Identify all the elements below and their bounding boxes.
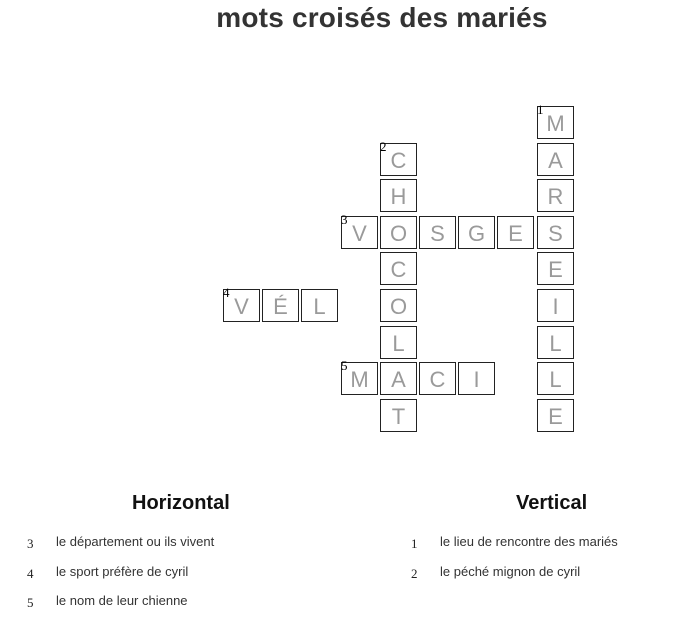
clue-text: le département ou ils vivent xyxy=(56,534,215,549)
crossword-cell[interactable] xyxy=(380,139,417,176)
cell-letter: O xyxy=(389,294,408,319)
crossword-cell[interactable] xyxy=(537,102,574,139)
clue-text: le sport préfère de cyril xyxy=(56,564,189,579)
cell-letter: G xyxy=(467,221,486,246)
cell-letter: I xyxy=(473,367,480,392)
crossword-cell[interactable] xyxy=(537,252,574,285)
cell-letter: É xyxy=(273,294,288,319)
cell-letter: L xyxy=(392,331,405,356)
crossword-cell[interactable] xyxy=(537,399,574,432)
crossword-cell[interactable] xyxy=(537,326,574,359)
cell-letter: V xyxy=(352,221,367,246)
cell-letter: A xyxy=(391,367,406,392)
crossword-cell[interactable] xyxy=(262,289,299,322)
cell-letter: V xyxy=(234,294,249,319)
cell-letter: I xyxy=(552,294,559,319)
vertical-clues-heading: Vertical xyxy=(516,492,588,514)
cell-letter: O xyxy=(389,221,408,246)
crossword-cell[interactable] xyxy=(419,362,456,395)
cell-letter: E xyxy=(548,257,563,282)
crossword-cell[interactable] xyxy=(537,143,574,176)
clue-text: le lieu de rencontre des mariés xyxy=(440,534,618,549)
crossword-cell[interactable] xyxy=(419,216,456,249)
cell-letter: A xyxy=(548,148,563,173)
clue-text: le nom de leur chienne xyxy=(56,593,188,608)
crossword-cell[interactable] xyxy=(380,179,417,212)
crossword-cell[interactable] xyxy=(380,362,417,395)
cell-clue-number: 2 xyxy=(380,139,387,154)
clue-number: 2 xyxy=(411,566,418,581)
crossword-cell[interactable] xyxy=(380,399,417,432)
cell-clue-number: 5 xyxy=(341,358,348,373)
crossword-cell[interactable] xyxy=(341,212,378,249)
crossword-cell[interactable] xyxy=(380,252,417,285)
page-title: mots croisés des mariés xyxy=(216,2,548,33)
crossword-cell[interactable] xyxy=(458,362,495,395)
cell-letter: S xyxy=(548,221,563,246)
clue-number: 3 xyxy=(27,536,34,551)
cell-letter: R xyxy=(547,184,564,209)
crossword-cell[interactable] xyxy=(223,285,260,322)
clue-text: le péché mignon de cyril xyxy=(440,564,581,579)
crossword-cell[interactable] xyxy=(380,326,417,359)
crossword-cell[interactable] xyxy=(537,362,574,395)
crossword-cell[interactable] xyxy=(380,216,417,249)
cell-letter: C xyxy=(429,367,446,392)
cell-letter: L xyxy=(549,331,562,356)
cell-clue-number: 1 xyxy=(537,102,544,117)
cell-letter: L xyxy=(313,294,326,319)
crossword-cell[interactable] xyxy=(301,289,338,322)
clue-number: 1 xyxy=(411,536,418,551)
crossword-cell[interactable] xyxy=(341,358,378,395)
crossword-cell[interactable] xyxy=(380,289,417,322)
cell-letter: C xyxy=(390,257,407,282)
cell-letter: L xyxy=(549,367,562,392)
cell-letter: T xyxy=(391,404,406,429)
cell-letter: M xyxy=(350,367,369,392)
cell-letter: M xyxy=(546,111,565,136)
cell-letter: E xyxy=(548,404,563,429)
cell-clue-number: 3 xyxy=(341,212,348,227)
cell-letter: H xyxy=(390,184,407,209)
horizontal-clues-heading: Horizontal xyxy=(132,492,230,514)
cell-letter: E xyxy=(508,221,523,246)
cell-clue-number: 4 xyxy=(223,285,230,300)
crossword-cell[interactable] xyxy=(537,216,574,249)
crossword-cell[interactable] xyxy=(537,179,574,212)
crossword-cell[interactable] xyxy=(458,216,495,249)
cell-letter: C xyxy=(390,148,407,173)
crossword-cell[interactable] xyxy=(497,216,534,249)
clue-number: 5 xyxy=(27,595,34,610)
crossword-cell[interactable] xyxy=(537,289,574,322)
cell-letter: S xyxy=(430,221,445,246)
clue-number: 4 xyxy=(27,566,34,581)
